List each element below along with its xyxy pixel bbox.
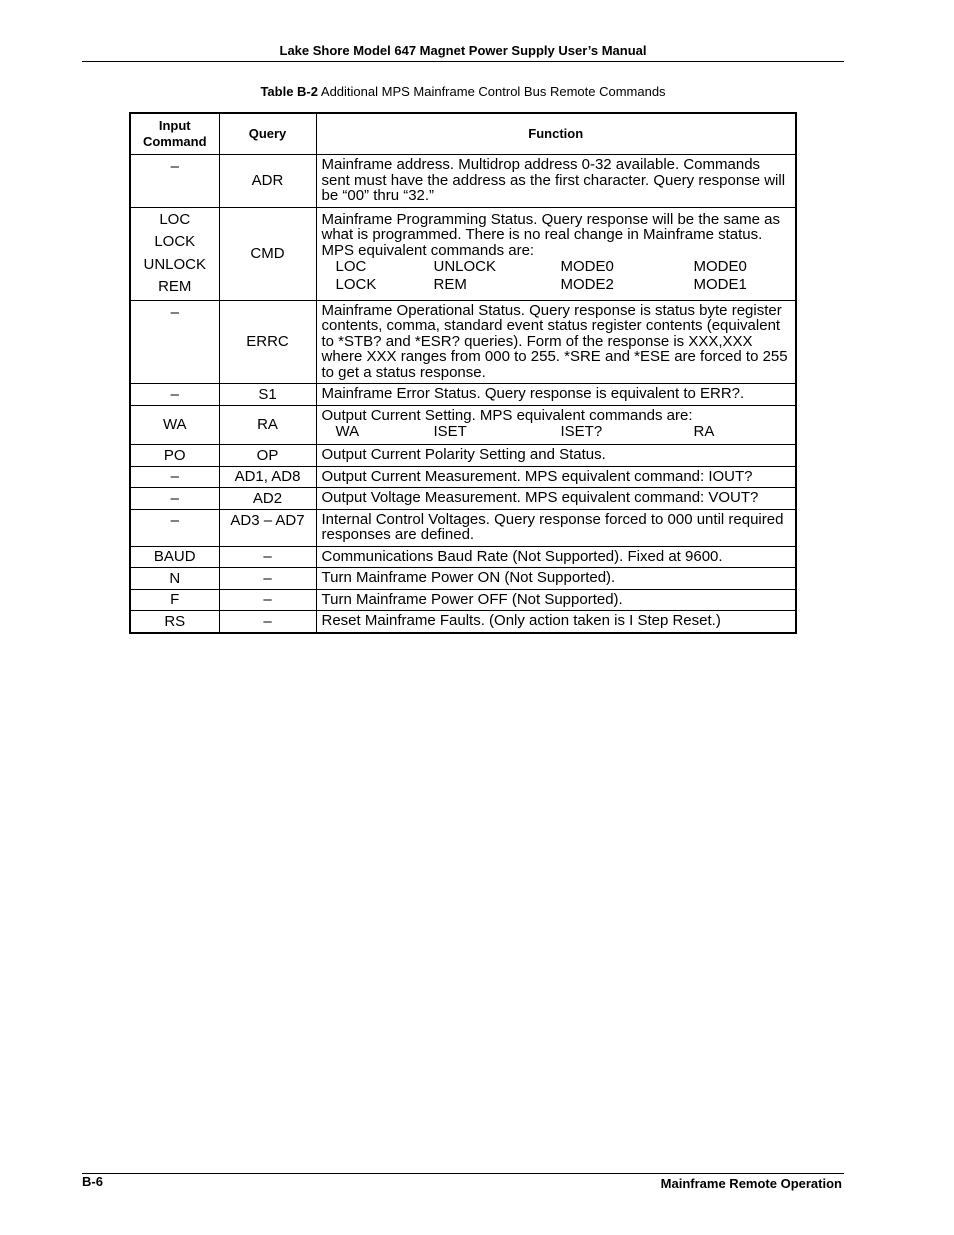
function-cell: Mainframe Operational Status. Query response is status byte register contents, comma, standard event status register contents (equivalent to *STB? and *ESR? queries). Form of the response is XXX,XXX where XXX ranges from 000 to 255. *SRE and *ESE are forced to 255 to get a status response. [316, 300, 796, 384]
query-cell: – [219, 611, 316, 633]
page-header-title: Lake Shore Model 647 Magnet Power Supply User’s Manual [279, 43, 647, 58]
table-row [130, 207, 796, 300]
header-input-command: Input Command [130, 113, 219, 155]
table-row [130, 488, 796, 510]
function-cell: Output Current Measurement. MPS equivalent command: IOUT? [316, 466, 796, 488]
query-cell: – [219, 589, 316, 611]
header-query: Query [219, 113, 316, 155]
function-cell: Communications Baud Rate (Not Supported). Fixed at 9600. [316, 546, 796, 568]
input-cell: – [130, 466, 219, 488]
input-cell: LOC LOCK UNLOCK REM [130, 207, 219, 300]
section-title: Mainframe Remote Operation [660, 1176, 842, 1191]
input-cell: RS [130, 611, 219, 633]
table-caption-text: Additional MPS Mainframe Control Bus Remote Commands [320, 84, 666, 99]
query-cell: ERRC [219, 300, 316, 384]
input-cell: BAUD [130, 546, 219, 568]
table-row [130, 589, 796, 611]
function-cell: Output Current Setting. MPS equivalent commands are: WA ISET ISET? RA [316, 405, 796, 445]
table-header-row [130, 113, 796, 155]
function-cell: Mainframe address. Multidrop address 0-32 available. Commands sent must have the address as the first character. Query response will be “00” thru “32.” [316, 155, 796, 208]
function-cell: Reset Mainframe Faults. (Only action taken is I Step Reset.) [316, 611, 796, 633]
table-caption-label: Table B-2 [260, 84, 318, 99]
table-row [130, 568, 796, 590]
table-row [130, 300, 796, 384]
table-row [130, 546, 796, 568]
query-cell: RA [219, 405, 316, 445]
footer-rule [82, 1173, 844, 1174]
input-cell: N [130, 568, 219, 590]
header-rule [82, 61, 844, 62]
query-cell: CMD [219, 207, 316, 300]
input-cell: WA [130, 405, 219, 445]
function-cell: Output Current Polarity Setting and Status. [316, 445, 796, 467]
table-row [130, 466, 796, 488]
equivalent-commands: LOC UNLOCK MODE0 MODE0 LOCK REM MODE2 MODE1 [335, 258, 747, 294]
table-row [130, 445, 796, 467]
query-cell: – [219, 568, 316, 590]
table-row [130, 155, 796, 208]
table-caption [82, 84, 844, 99]
function-cell: Turn Mainframe Power OFF (Not Supported). [316, 589, 796, 611]
function-cell: Output Voltage Measurement. MPS equivalent command: VOUT? [316, 488, 796, 510]
input-cell: – [130, 384, 219, 406]
remote-commands-table [129, 112, 797, 634]
query-cell: AD2 [219, 488, 316, 510]
input-cell: F [130, 589, 219, 611]
function-cell: Mainframe Programming Status. Query response will be the same as what is programmed. There is no real change in Mainframe status. MPS equivalent commands are: LOC UNLOCK MODE0 MODE0 LOCK REM MODE2 MODE1 [316, 207, 796, 300]
function-cell: Turn Mainframe Power ON (Not Supported). [316, 568, 796, 590]
query-cell: OP [219, 445, 316, 467]
query-cell: AD1, AD8 [219, 466, 316, 488]
table-row [130, 384, 796, 406]
function-cell: Mainframe Error Status. Query response is equivalent to ERR?. [316, 384, 796, 406]
query-cell: AD3 – AD7 [219, 509, 316, 546]
table-row [130, 509, 796, 546]
function-cell: Internal Control Voltages. Query response forced to 000 until required responses are defined. [316, 509, 796, 546]
input-cell: – [130, 155, 219, 208]
input-cell: – [130, 488, 219, 510]
input-cell: PO [130, 445, 219, 467]
table-row [130, 405, 796, 445]
query-cell: – [219, 546, 316, 568]
query-cell: S1 [219, 384, 316, 406]
page-number: B-6 [82, 1174, 103, 1189]
query-cell: ADR [219, 155, 316, 208]
header-function: Function [316, 113, 796, 155]
input-cell: – [130, 509, 219, 546]
equivalent-commands: WA ISET ISET? RA [335, 423, 715, 440]
table-row [130, 611, 796, 633]
input-cell: – [130, 300, 219, 384]
